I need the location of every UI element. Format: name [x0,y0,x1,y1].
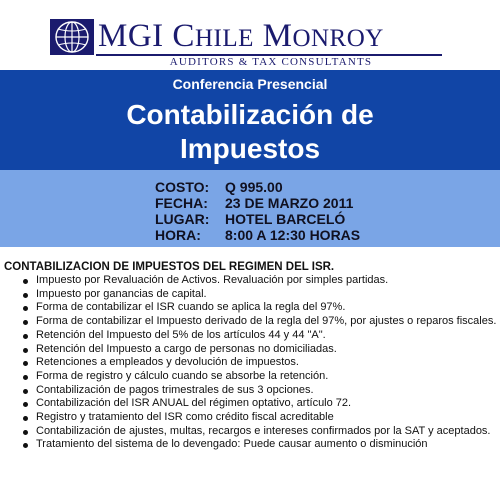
list-item: Registro y tratamiento del ISR como crédito fiscal acreditable [36,411,498,425]
brand-logo [46,12,466,68]
event-title [0,98,500,166]
detail-value: Q 995.00 [225,179,283,195]
detail-value: HOTEL BARCELÓ [225,211,346,227]
detail-label: COSTO: [155,179,210,195]
list-item: Retenciones a empleados y devolución de impuestos. [36,356,498,370]
list-item: Forma de contabilizar el Impuesto derivado de la regla del 97%, por ajustes o reparos fiscales. [36,315,497,328]
list-item: Tratamiento del sistema de lo devengado: Puede causar aumento o disminución [36,438,498,452]
list-item: Contabilización de ajustes, multas, recargos e intereses confirmados por la SAT y aceptados. [36,425,498,439]
header [0,0,500,70]
detail-date [155,195,360,211]
list-item: Impuesto por ganancias de capital. [36,288,498,302]
detail-venue [155,211,360,227]
event-title-line-2: Impuestos [179,133,321,164]
topic-list [4,274,498,452]
detail-value: 23 DE MARZO 2011 [225,195,354,211]
event-type: Conferencia Presencial [172,76,328,92]
list-item: Forma de registro y cálculo cuando se absorbe la retención. [36,370,498,384]
detail-value: 8:00 A 12:30 HORAS [225,227,361,243]
globe-icon [50,19,94,55]
list-item: Contabilización de pagos trimestrales de sus 3 opciones. [36,384,498,398]
details-list [155,179,360,243]
list-item: Retención del Impuesto a cargo de personas no domiciliadas. [36,343,498,357]
course-content [4,260,498,452]
detail-label: HORA: [155,227,201,243]
brand-tagline: AUDITORS & TAX CONSULTANTS [169,56,373,68]
list-item: Retención del Impuesto del 5% de los artículos 44 y 44 "A". [36,329,498,343]
event-details [0,170,500,247]
detail-label: FECHA: [155,195,208,211]
list-item: Contabilización del ISR ANUAL del régimen optativo, artículo 72. [36,397,498,411]
list-item: Forma de contabilizar el ISR cuando se aplica la regla del 97%. [36,301,498,315]
detail-label: LUGAR: [155,211,210,227]
list-item: Impuesto por Revaluación de Activos. Revaluación por simples partidas. [36,274,498,288]
detail-cost [155,179,360,195]
detail-time [155,227,360,243]
brand-name: MGI CHILE MONROY [98,18,384,54]
section-heading: CONTABILIZACION DE IMPUESTOS DEL REGIMEN DEL ISR. [4,261,335,273]
event-title-line-1: Contabilización de [126,99,374,130]
title-banner [0,70,500,170]
